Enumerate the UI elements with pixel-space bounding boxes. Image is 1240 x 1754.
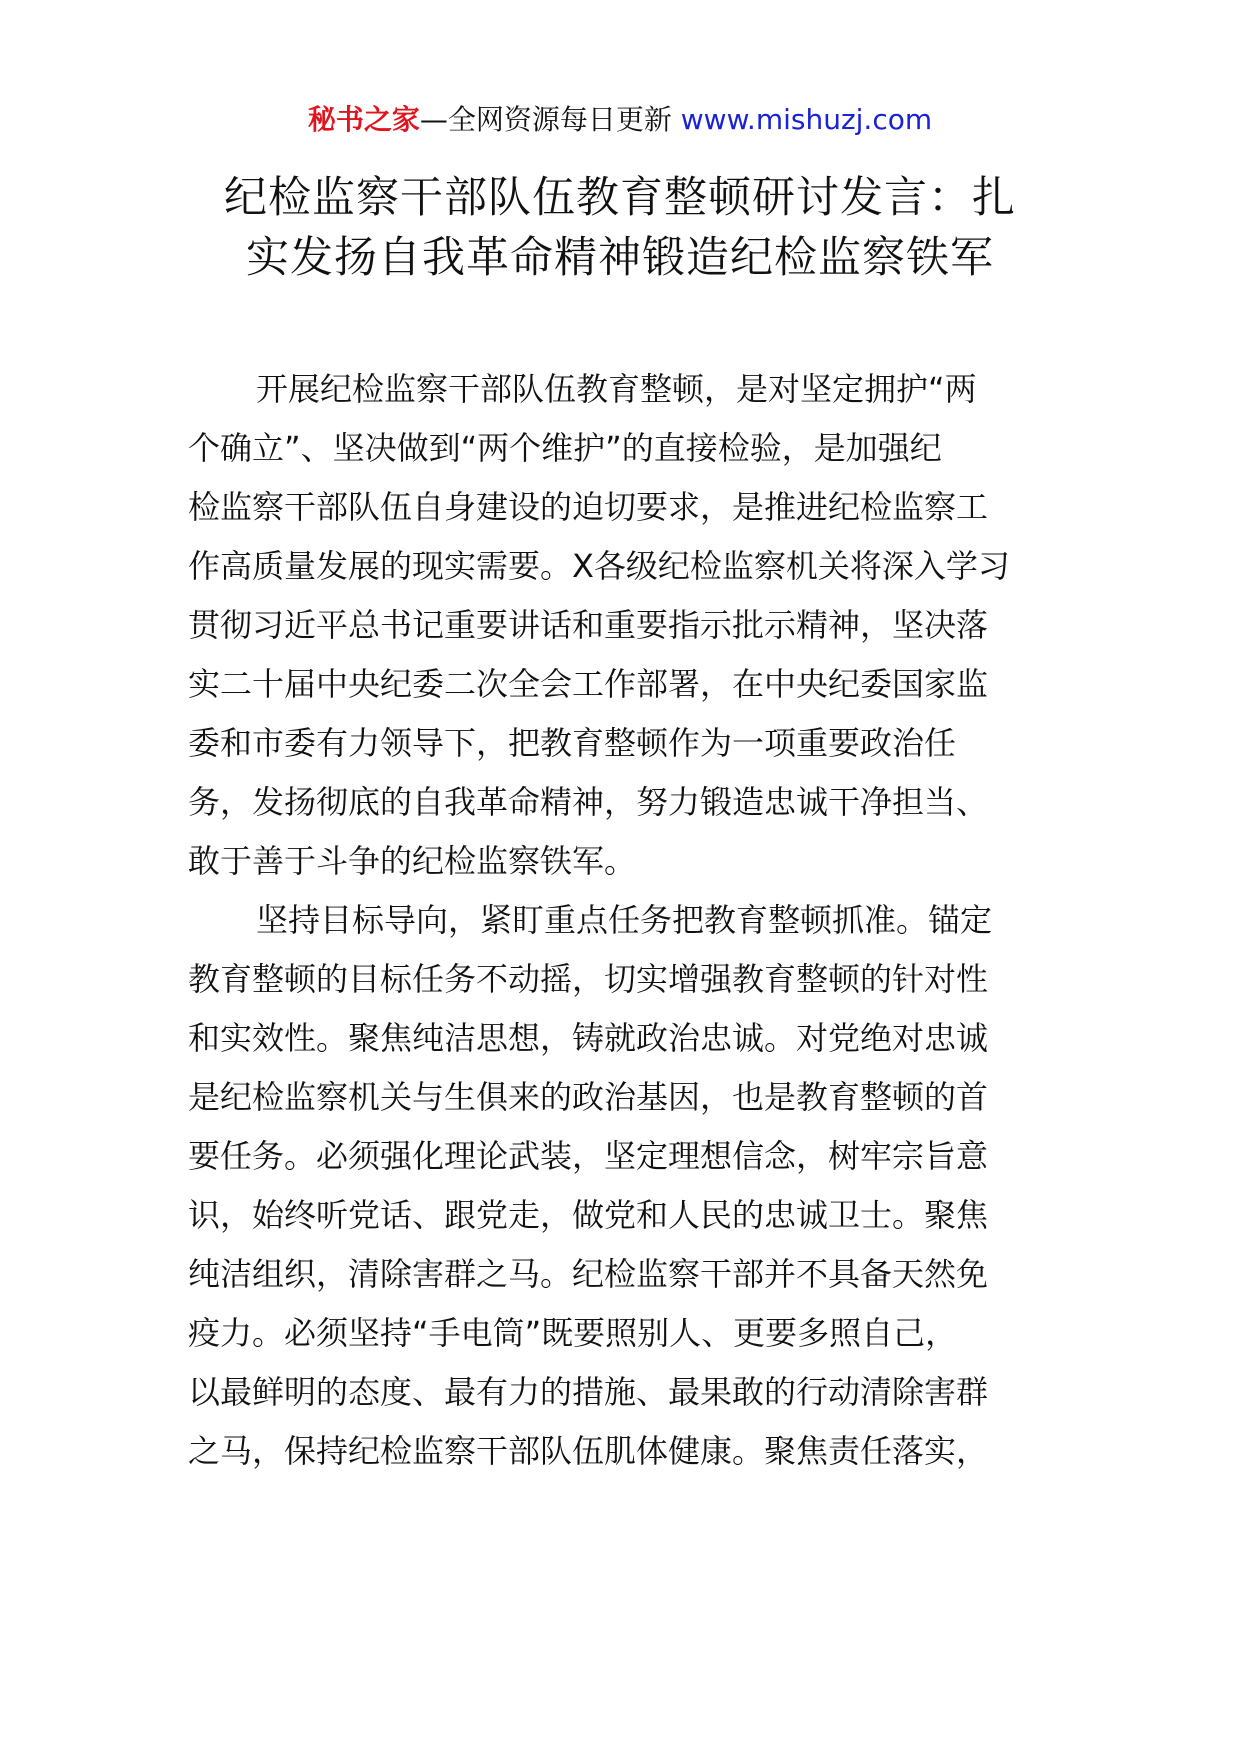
paragraph-line: 开展纪检监察干部队伍教育整顿，是对坚定拥护“两 [256, 370, 977, 408]
document-title [150, 168, 1090, 288]
document-body [188, 360, 1052, 1481]
paragraph-line: 个确立”、坚决做到“两个维护”的直接检验，是加强纪 [188, 429, 942, 467]
paragraph-line: 作高质量发展的现实需要。X各级纪检监察机关将深入学习 [188, 547, 1010, 585]
paragraph-line: 以最鲜明的态度、最有力的措施、最果敢的行动清除害群 [188, 1373, 989, 1411]
paragraph-line: 敢于善于斗争的纪检监察铁军。 [188, 842, 637, 880]
brand-name: 秘书之家 [307, 103, 420, 136]
paragraph-line: 教育整顿的目标任务不动摇，切实增强教育整顿的针对性 [188, 960, 989, 998]
paragraph-line: 疫力。必须坚持“手电筒”既要照别人、更要多照自己， [188, 1314, 958, 1352]
site-header [0, 100, 1240, 140]
paragraph-line: 纯洁组织，清除害群之马。纪检监察干部并不具备天然免 [188, 1255, 989, 1293]
paragraph-line: 和实效性。聚焦纯洁思想，铸就政治忠诚。对党绝对忠诚 [188, 1019, 989, 1057]
paragraph-line: 实二十届中央纪委二次全会工作部署，在中央纪委国家监 [188, 665, 989, 703]
paragraph-line: 贯彻习近平总书记重要讲话和重要指示批示精神，坚决落 [188, 606, 989, 644]
title-line-2: 实发扬自我革命精神锻造纪检监察铁军 [246, 233, 994, 283]
paragraph-line: 坚持目标导向，紧盯重点任务把教育整顿抓准。锚定 [256, 901, 993, 939]
paragraph-1 [188, 360, 1052, 891]
header-tagline: —全网资源每日更新 [419, 103, 681, 136]
paragraph-line: 委和市委有力领导下，把教育整顿作为一项重要政治任 [188, 724, 957, 762]
title-line-1: 纪检监察干部队伍教育整顿研讨发言：扎 [224, 173, 1016, 223]
paragraph-line: 务，发扬彻底的自我革命精神，努力锻造忠诚干净担当、 [188, 783, 989, 821]
paragraph-line: 识，始终听党话、跟党走，做党和人民的忠诚卫士。聚焦 [188, 1196, 989, 1234]
paragraph-line: 是纪检监察机关与生俱来的政治基因，也是教育整顿的首 [188, 1078, 989, 1116]
paragraph-line: 要任务。必须强化理论武装，坚定理想信念，树牢宗旨意 [188, 1137, 989, 1175]
site-url-link[interactable]: www.mishuzj.com [680, 103, 933, 136]
paragraph-line: 之马，保持纪检监察干部队伍肌体健康。聚焦责任落实， [188, 1432, 989, 1470]
paragraph-2 [188, 891, 1052, 1481]
paragraph-line: 检监察干部队伍自身建设的迫切要求，是推进纪检监察工 [188, 488, 989, 526]
